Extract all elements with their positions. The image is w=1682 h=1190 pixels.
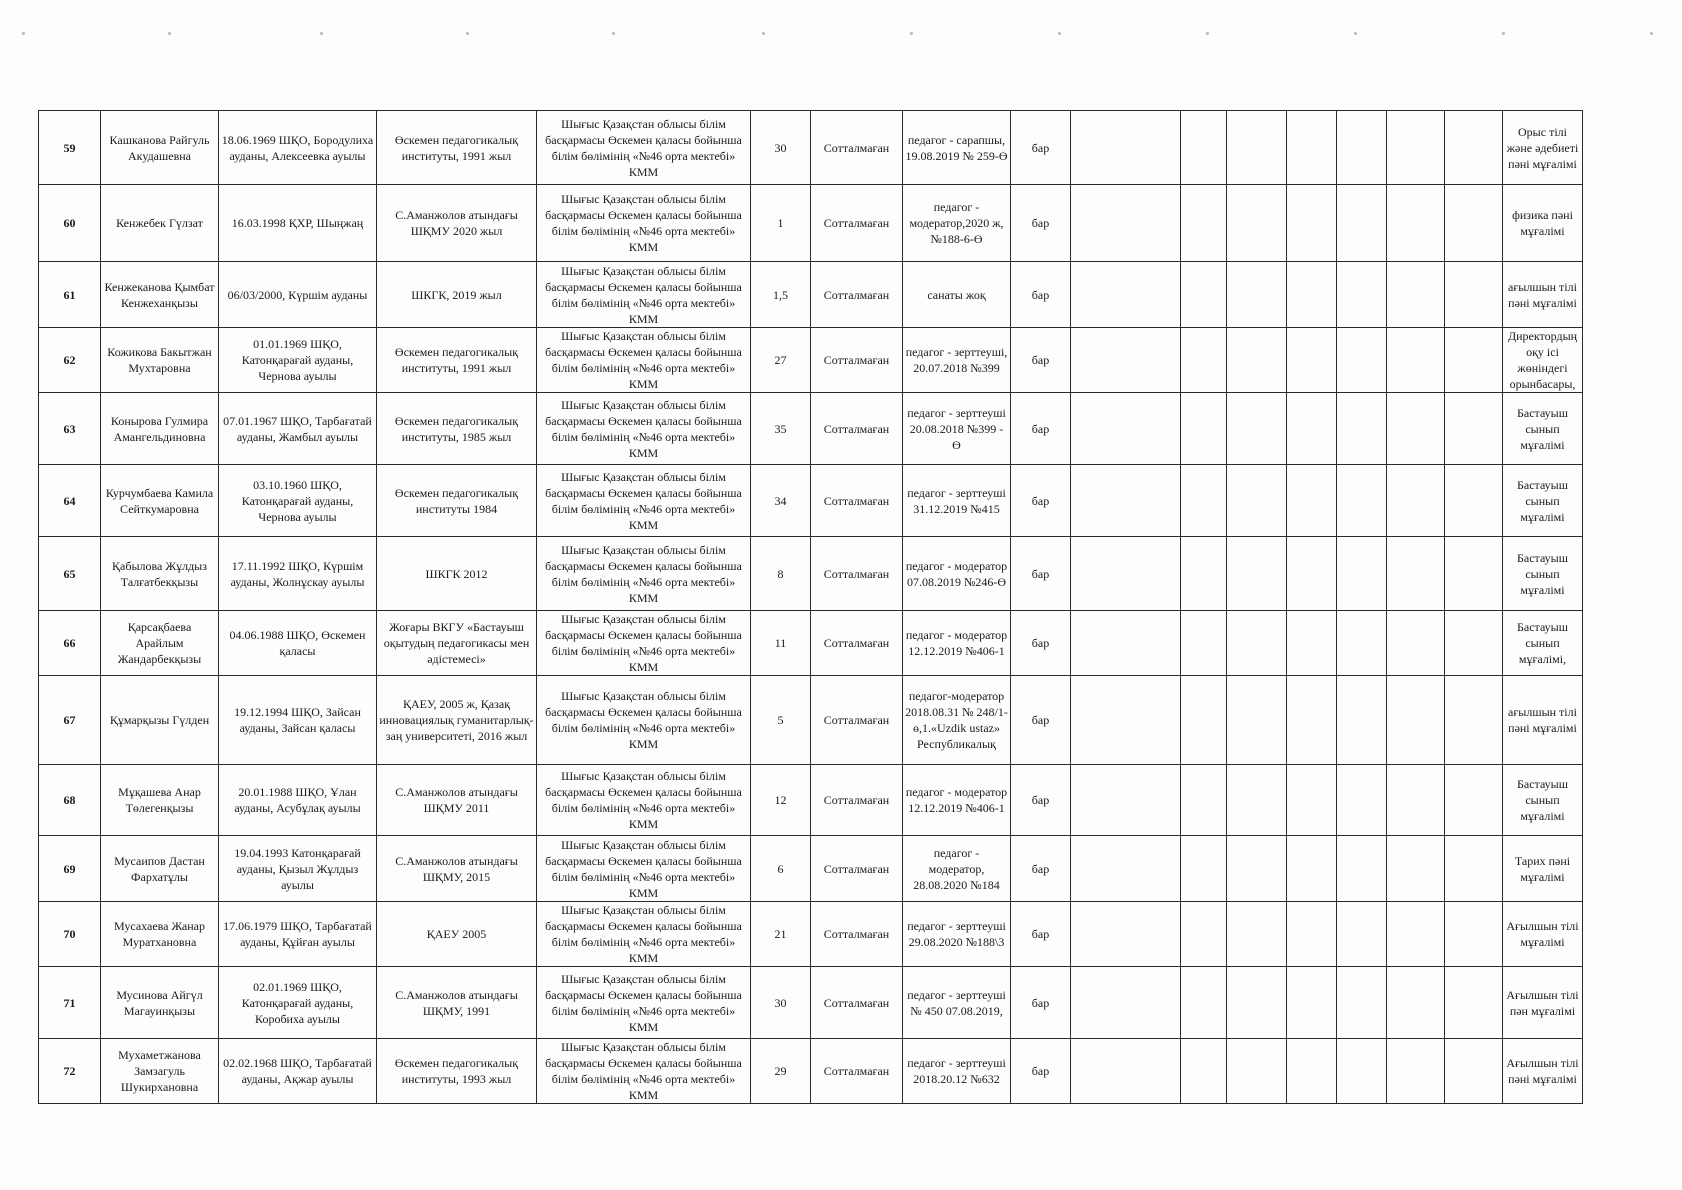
empty-cell [1445,465,1503,537]
empty-cell [1181,537,1227,611]
category: санаты жоқ [903,262,1011,328]
conviction: Сотталмаған [811,967,903,1039]
education: С.Аманжолов атындағы ШҚМУ, 1991 [377,967,537,1039]
experience: 30 [751,967,811,1039]
table-row [39,611,1583,676]
empty-cell [1287,393,1337,465]
table-row [39,328,1583,393]
empty-cell [1181,185,1227,262]
experience: 1,5 [751,262,811,328]
teacher-name: Кенжеканова Қымбат Кенжеханқызы [101,262,219,328]
birth-info: 17.06.1979 ШҚО, Тарбағатай ауданы, Құйған ауылы [219,902,377,967]
table-row [39,185,1583,262]
scan-dot [910,32,913,35]
birth-info: 02.02.1968 ШҚО, Тарбағатай ауданы, Ақжар ауылы [219,1039,377,1104]
birth-info: 16.03.1998 ҚХР, Шыңжаң [219,185,377,262]
empty-cell [1287,611,1337,676]
empty-cell [1337,465,1387,537]
presence: бар [1011,185,1071,262]
empty-cell [1071,1039,1181,1104]
empty-cell [1227,836,1287,902]
workplace: Шығыс Қазақстан облысы білім басқармасы Өскемен қаласы бойынша білім бөлімінің «№46 орта мектебі» КММ [537,393,751,465]
conviction: Сотталмаған [811,676,903,765]
education: Өскемен педагогикалық институты, 1985 жыл [377,393,537,465]
experience: 21 [751,902,811,967]
empty-cell [1387,967,1445,1039]
empty-cell [1071,393,1181,465]
empty-cell [1337,902,1387,967]
empty-cell [1445,676,1503,765]
workplace: Шығыс Қазақстан облысы білім басқармасы Өскемен қаласы бойынша білім бөлімінің «№46 орта мектебі» КММ [537,465,751,537]
position: Тарих пәні мұғалімі [1503,836,1583,902]
birth-info: 18.06.1969 ШҚО, Бородулиха ауданы, Алексеевка ауылы [219,111,377,185]
experience: 27 [751,328,811,393]
empty-cell [1181,676,1227,765]
empty-cell [1227,262,1287,328]
birth-info: 04.06.1988 ШҚО, Өскемен қаласы [219,611,377,676]
empty-cell [1227,611,1287,676]
empty-cell [1287,185,1337,262]
conviction: Сотталмаған [811,262,903,328]
position: ағылшын тілі пәні мұғалімі [1503,676,1583,765]
empty-cell [1445,967,1503,1039]
empty-cell [1071,465,1181,537]
education: ШКГК 2012 [377,537,537,611]
empty-cell [1445,537,1503,611]
birth-info: 02.01.1969 ШҚО, Катонқарағай ауданы, Коробиха ауылы [219,967,377,1039]
education: С.Аманжолов атындағы ШҚМУ 2011 [377,765,537,836]
category: педагог - модератор 07.08.2019 №246-Ө [903,537,1011,611]
table-row [39,393,1583,465]
presence: бар [1011,537,1071,611]
teacher-name: Қабылова Жұлдыз Талғатбекқызы [101,537,219,611]
empty-cell [1227,902,1287,967]
row-number: 60 [39,185,101,262]
position: Бастауыш сынып мұғалімі [1503,465,1583,537]
empty-cell [1337,765,1387,836]
scan-dot [168,32,171,35]
position: Бастауыш сынып мұғалімі [1503,537,1583,611]
empty-cell [1071,967,1181,1039]
empty-cell [1387,676,1445,765]
birth-info: 07.01.1967 ШҚО, Тарбағатай ауданы, Жамбыл ауылы [219,393,377,465]
conviction: Сотталмаған [811,611,903,676]
workplace: Шығыс Қазақстан облысы білім басқармасы Өскемен қаласы бойынша білім бөлімінің «№46 орта мектебі» КММ [537,111,751,185]
table-row [39,537,1583,611]
empty-cell [1071,836,1181,902]
empty-cell [1387,902,1445,967]
experience: 12 [751,765,811,836]
conviction: Сотталмаған [811,393,903,465]
empty-cell [1071,765,1181,836]
conviction: Сотталмаған [811,328,903,393]
empty-cell [1337,537,1387,611]
presence: бар [1011,967,1071,1039]
experience: 11 [751,611,811,676]
presence: бар [1011,611,1071,676]
empty-cell [1287,967,1337,1039]
empty-cell [1337,393,1387,465]
empty-cell [1287,902,1337,967]
presence: бар [1011,902,1071,967]
empty-cell [1181,611,1227,676]
empty-cell [1227,328,1287,393]
empty-cell [1287,537,1337,611]
conviction: Сотталмаған [811,902,903,967]
empty-cell [1181,111,1227,185]
empty-cell [1445,262,1503,328]
education: ШКГК, 2019 жыл [377,262,537,328]
category: педагог - модератор, 28.08.2020 №184 [903,836,1011,902]
empty-cell [1181,262,1227,328]
teacher-name: Мусаипов Дастан Фархатұлы [101,836,219,902]
category: педагог - модератор 12.12.2019 №406-1 [903,611,1011,676]
empty-cell [1071,262,1181,328]
scan-dot [1058,32,1061,35]
teacher-name: Мухаметжанова Замзагуль Шукирхановна [101,1039,219,1104]
empty-cell [1227,465,1287,537]
conviction: Сотталмаған [811,836,903,902]
position: Ағылшын тілі мұғалімі [1503,902,1583,967]
empty-cell [1445,902,1503,967]
presence: бар [1011,676,1071,765]
empty-cell [1445,1039,1503,1104]
empty-cell [1181,1039,1227,1104]
empty-cell [1071,328,1181,393]
education: Өскемен педагогикалық институты, 1991 жыл [377,111,537,185]
empty-cell [1337,836,1387,902]
empty-cell [1387,262,1445,328]
empty-cell [1337,967,1387,1039]
workplace: Шығыс Қазақстан облысы білім басқармасы Өскемен қаласы бойынша білім бөлімінің «№46 орта мектебі» КММ [537,262,751,328]
empty-cell [1337,328,1387,393]
table-row [39,465,1583,537]
presence: бар [1011,262,1071,328]
position: Бастауыш сынып мұғалімі [1503,393,1583,465]
empty-cell [1387,836,1445,902]
birth-info: 19.04.1993 Катонқарағай ауданы, Қызыл Жұлдыз ауылы [219,836,377,902]
conviction: Сотталмаған [811,765,903,836]
conviction: Сотталмаған [811,537,903,611]
empty-cell [1227,967,1287,1039]
workplace: Шығыс Қазақстан облысы білім басқармасы Өскемен қаласы бойынша білім бөлімінің «№46 орта мектебі» КММ [537,967,751,1039]
scan-dot [762,32,765,35]
empty-cell [1071,611,1181,676]
table-row [39,967,1583,1039]
row-number: 62 [39,328,101,393]
scan-dot [1650,32,1653,35]
row-number: 70 [39,902,101,967]
experience: 6 [751,836,811,902]
empty-cell [1387,465,1445,537]
scan-dot [320,32,323,35]
birth-info: 17.11.1992 ШҚО, Күршім ауданы, Жолнұскау ауылы [219,537,377,611]
birth-info: 06/03/2000, Күршім ауданы [219,262,377,328]
category: педагог - модератор 12.12.2019 №406-1 [903,765,1011,836]
staff-table [38,110,1583,1104]
empty-cell [1387,393,1445,465]
position: Бастауыш сынып мұғалімі [1503,765,1583,836]
experience: 29 [751,1039,811,1104]
empty-cell [1227,111,1287,185]
table-row [39,676,1583,765]
birth-info: 03.10.1960 ШҚО, Катонқарағай ауданы, Чернова ауылы [219,465,377,537]
empty-cell [1287,111,1337,185]
row-number: 64 [39,465,101,537]
birth-info: 19.12.1994 ШҚО, Зайсан ауданы, Зайсан қаласы [219,676,377,765]
empty-cell [1337,1039,1387,1104]
empty-cell [1445,393,1503,465]
category: педагог - модератор,2020 ж,№188-6-Ө [903,185,1011,262]
experience: 1 [751,185,811,262]
category: педагог - зерттеуші 31.12.2019 №415 [903,465,1011,537]
empty-cell [1227,393,1287,465]
empty-cell [1287,836,1337,902]
row-number: 59 [39,111,101,185]
category: педагог - зерттеуші 20.08.2018 №399 - Ө [903,393,1011,465]
empty-cell [1337,262,1387,328]
empty-cell [1071,111,1181,185]
education: ҚАЕУ 2005 [377,902,537,967]
experience: 5 [751,676,811,765]
empty-cell [1071,676,1181,765]
empty-cell [1071,185,1181,262]
empty-cell [1227,185,1287,262]
empty-cell [1287,676,1337,765]
empty-cell [1337,676,1387,765]
education: С.Аманжолов атындағы ШҚМУ, 2015 [377,836,537,902]
empty-cell [1387,765,1445,836]
category: педагог - зерттеуші 29.08.2020 №188\3 [903,902,1011,967]
empty-cell [1227,1039,1287,1104]
teacher-name: Құмарқызы Гүлден [101,676,219,765]
teacher-name: Кожикова Бакытжан Мухтаровна [101,328,219,393]
presence: бар [1011,836,1071,902]
table-row [39,765,1583,836]
category: педагог - зерттеуші № 450 07.08.2019, [903,967,1011,1039]
teacher-name: Мұқашева Анар Төлегенқызы [101,765,219,836]
workplace: Шығыс Қазақстан облысы білім басқармасы Өскемен қаласы бойынша білім бөлімінің «№46 орта мектебі» КММ [537,185,751,262]
table-row [39,262,1583,328]
row-number: 68 [39,765,101,836]
empty-cell [1337,185,1387,262]
presence: бар [1011,328,1071,393]
birth-info: 20.01.1988 ШҚО, Ұлан ауданы, Асубұлақ ауылы [219,765,377,836]
teacher-name: Кенжебек Гүлзат [101,185,219,262]
row-number: 71 [39,967,101,1039]
position: Ағылшын тілі пәні мұғалімі [1503,1039,1583,1104]
empty-cell [1181,967,1227,1039]
presence: бар [1011,465,1071,537]
teacher-name: Коныровa Гулмира Амангельдиновна [101,393,219,465]
row-number: 65 [39,537,101,611]
education: Өскемен педагогикалық институты 1984 [377,465,537,537]
empty-cell [1387,111,1445,185]
table-row [39,1039,1583,1104]
teacher-name: Мусахаева Жанар Муратхановна [101,902,219,967]
presence: бар [1011,393,1071,465]
empty-cell [1181,765,1227,836]
empty-cell [1181,465,1227,537]
category: педагог-модератор 2018.08.31 № 248/1-ө,1.«Uzdik ustaz» Республикалық [903,676,1011,765]
birth-info: 01.01.1969 ШҚО, Катонқарағай ауданы, Чернова ауылы [219,328,377,393]
scan-dot [466,32,469,35]
empty-cell [1181,328,1227,393]
position: физика пәні мұғалімі [1503,185,1583,262]
workplace: Шығыс Қазақстан облысы білім басқармасы Өскемен қаласы бойынша білім бөлімінің «№46 орта мектебі» КММ [537,1039,751,1104]
row-number: 63 [39,393,101,465]
category: педагог - зерттеуші 2018.20.12 №632 [903,1039,1011,1104]
conviction: Сотталмаған [811,185,903,262]
workplace: Шығыс Қазақстан облысы білім басқармасы Өскемен қаласы бойынша білім бөлімінің «№46 орта мектебі» КММ [537,537,751,611]
category: педагог - зерттеуші, 20.07.2018 №399 [903,328,1011,393]
workplace: Шығыс Қазақстан облысы білім басқармасы Өскемен қаласы бойынша білім бөлімінің «№46 орта мектебі» КММ [537,676,751,765]
empty-cell [1071,537,1181,611]
teacher-name: Курчумбаева Камила Сейткумаровна [101,465,219,537]
empty-cell [1337,611,1387,676]
row-number: 61 [39,262,101,328]
table-row [39,111,1583,185]
empty-cell [1227,765,1287,836]
workplace: Шығыс Қазақстан облысы білім басқармасы Өскемен қаласы бойынша білім бөлімінің «№46 орта мектебі» КММ [537,328,751,393]
empty-cell [1287,465,1337,537]
position: ағылшын тілі пәні мұғалімі [1503,262,1583,328]
empty-cell [1071,902,1181,967]
conviction: Сотталмаған [811,465,903,537]
experience: 35 [751,393,811,465]
position: Ағылшын тілі пән мұғалімі [1503,967,1583,1039]
experience: 8 [751,537,811,611]
empty-cell [1387,611,1445,676]
workplace: Шығыс Қазақстан облысы білім басқармасы Өскемен қаласы бойынша білім бөлімінің «№46 орта мектебі» КММ [537,836,751,902]
row-number: 69 [39,836,101,902]
row-number: 72 [39,1039,101,1104]
empty-cell [1287,1039,1337,1104]
empty-cell [1181,836,1227,902]
empty-cell [1387,185,1445,262]
row-number: 66 [39,611,101,676]
position: Орыс тілі және әдебиеті пәні мұғалімі [1503,111,1583,185]
conviction: Сотталмаған [811,1039,903,1104]
empty-cell [1287,262,1337,328]
education: Жоғары ВКГУ «Бастауыш оқытудың педагогикасы мен әдістемесі» [377,611,537,676]
conviction: Сотталмаған [811,111,903,185]
empty-cell [1227,537,1287,611]
empty-cell [1337,111,1387,185]
experience: 34 [751,465,811,537]
teacher-name: Мусинова Айгүл Магауинқызы [101,967,219,1039]
empty-cell [1445,836,1503,902]
teacher-name: Қарсақбаева Арайлым Жандарбекқызы [101,611,219,676]
empty-cell [1445,111,1503,185]
empty-cell [1445,185,1503,262]
empty-cell [1445,611,1503,676]
scan-dot [1502,32,1505,35]
category: педагог - сарапшы, 19.08.2019 № 259-Ө [903,111,1011,185]
education: С.Аманжолов атындағы ШҚМУ 2020 жыл [377,185,537,262]
empty-cell [1387,328,1445,393]
workplace: Шығыс Қазақстан облысы білім басқармасы Өскемен қаласы бойынша білім бөлімінің «№46 орта мектебі» КММ [537,611,751,676]
row-number: 67 [39,676,101,765]
empty-cell [1181,902,1227,967]
education: ҚАЕУ, 2005 ж, Қазақ инновациялық гуманитарлық-заң университеті, 2016 жыл [377,676,537,765]
scan-dot [1354,32,1357,35]
scan-dot [22,32,25,35]
presence: бар [1011,111,1071,185]
empty-cell [1387,1039,1445,1104]
education: Өскемен педагогикалық институты, 1991 жыл [377,328,537,393]
experience: 30 [751,111,811,185]
empty-cell [1445,765,1503,836]
position: Директордың оқу ісі жөніндегі орынбасары, [1503,328,1583,393]
table-row [39,902,1583,967]
workplace: Шығыс Қазақстан облысы білім басқармасы Өскемен қаласы бойынша білім бөлімінің «№46 орта мектебі» КММ [537,765,751,836]
education: Өскемен педагогикалық институты, 1993 жыл [377,1039,537,1104]
teacher-name: Кашканова Райгуль Акудашевна [101,111,219,185]
empty-cell [1287,765,1337,836]
empty-cell [1287,328,1337,393]
presence: бар [1011,1039,1071,1104]
presence: бар [1011,765,1071,836]
empty-cell [1445,328,1503,393]
position: Бастауыш сынып мұғалімі, [1503,611,1583,676]
empty-cell [1181,393,1227,465]
scan-dot [612,32,615,35]
scan-dot [1206,32,1209,35]
table-row [39,836,1583,902]
empty-cell [1387,537,1445,611]
workplace: Шығыс Қазақстан облысы білім басқармасы Өскемен қаласы бойынша білім бөлімінің «№46 орта мектебі» КММ [537,902,751,967]
empty-cell [1227,676,1287,765]
